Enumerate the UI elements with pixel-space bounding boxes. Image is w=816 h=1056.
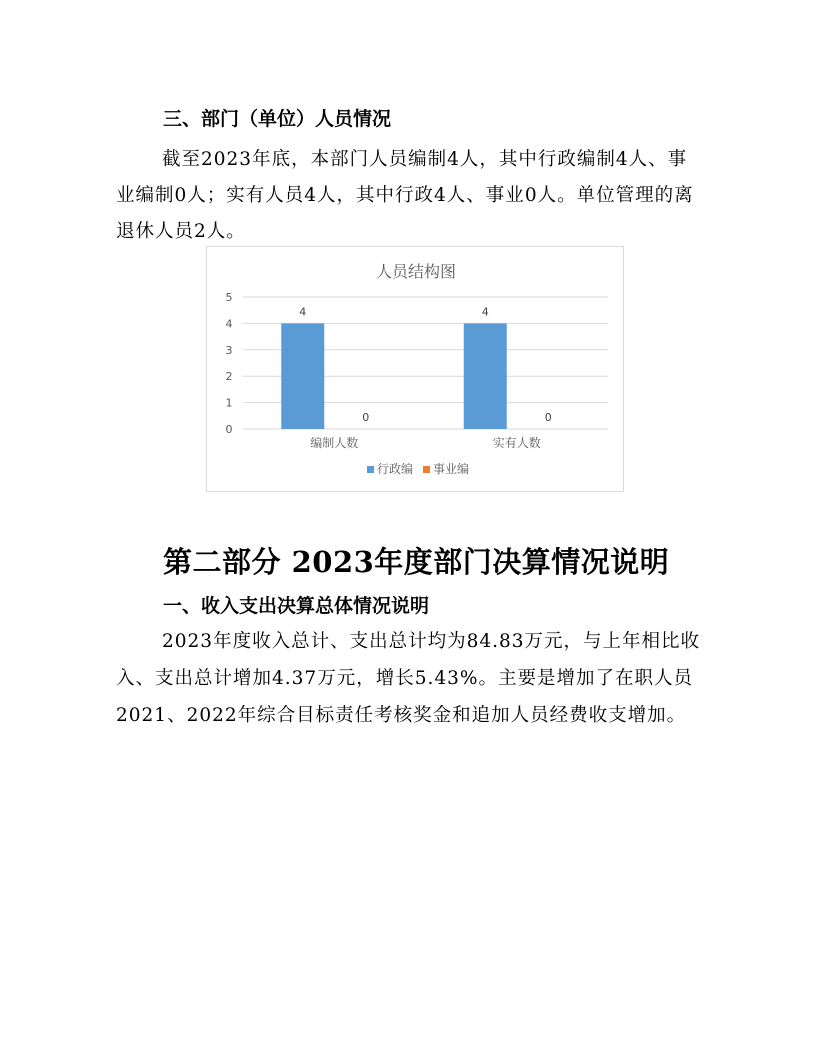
personnel-structure-chart [206,246,624,492]
data-label: 0 [362,411,370,424]
section-heading-income-expense: 一、收入支出决算总体情况说明 [163,595,430,617]
legend-swatch-1 [367,466,374,473]
bar-1-2 [464,323,507,429]
x-tick-label: 实有人数 [492,436,541,450]
section-heading-personnel: 三、部门（单位）人员情况 [163,108,392,130]
legend-label: 行政编 [377,462,414,476]
legend-swatch-2 [423,466,430,473]
y-tick-label: 3 [225,343,233,357]
data-label: 4 [299,305,307,319]
chart-title: 人员结构图 [375,262,457,281]
y-tick-label: 1 [225,396,233,410]
y-tick-label: 5 [225,291,233,304]
income-expense-paragraph: 2023年度收入总计、支出总计均为84.83万元，与上年相比收入、支出总计增加4.37万元，增长5.43%。主要是增加了在职人员2021、2022年综合目标责任考核奖金和追加人员经费收支增加。 [116,631,701,726]
legend-label: 事业编 [433,462,470,476]
personnel-paragraph: 截至2023年底，本部门人员编制4人，其中行政编制4人、事业编制0人；实有人员4人，其中行政4人、事业0人。单位管理的离退休人员2人。 [116,149,694,242]
y-tick-label: 4 [225,317,233,331]
part2-title: 第二部分 2023年度部门决算情况说明 [163,545,670,579]
data-label: 0 [544,411,552,424]
y-tick-label: 0 [225,423,233,436]
data-label: 4 [481,305,489,319]
chart-svg [207,247,625,493]
x-tick-label: 编制人数 [310,436,359,450]
bar-1-1 [281,323,324,429]
y-tick-label: 2 [225,370,233,384]
